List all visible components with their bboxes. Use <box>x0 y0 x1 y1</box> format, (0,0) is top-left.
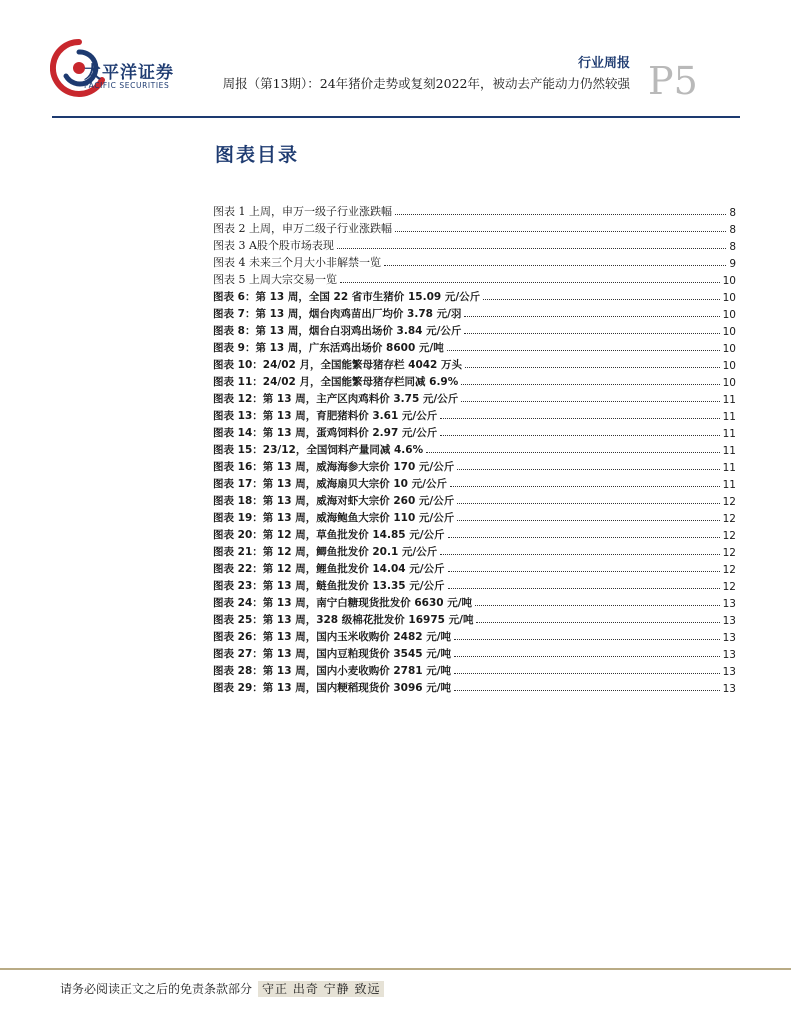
toc-entry[interactable] <box>213 287 736 304</box>
page-number-badge: P5 <box>648 59 698 103</box>
toc-entry[interactable] <box>213 610 736 627</box>
toc-leader-dots <box>448 588 720 589</box>
toc-entry[interactable] <box>213 355 736 372</box>
toc-entry[interactable] <box>213 457 736 474</box>
toc-entry-label: 图表 28：第 13 周，国内小麦收购价 2781 元/吨 <box>213 665 452 677</box>
toc-entry-page: 12 <box>722 547 736 559</box>
toc-entry[interactable] <box>213 474 736 491</box>
toc-entry-label: 图表 20：第 12 周，草鱼批发价 14.85 元/公斤 <box>213 529 445 541</box>
toc-entry-page: 12 <box>722 530 736 542</box>
toc-entry-page: 11 <box>722 411 736 423</box>
report-type: 行业周报 <box>577 56 630 71</box>
toc-entry-page: 11 <box>722 445 736 457</box>
toc-entry-label: 图表 1 上周，申万一级子行业涨跌幅 <box>213 205 392 218</box>
toc-entry-page: 10 <box>722 309 736 321</box>
toc-leader-dots <box>450 486 720 487</box>
toc-leader-dots <box>457 503 719 504</box>
toc-entry-label: 图表 6：第 13 周，全国 22 省市生猪价 15.09 元/公斤 <box>213 291 481 303</box>
toc-entry[interactable] <box>213 678 736 695</box>
toc-leader-dots <box>440 554 719 555</box>
toc-entry-page: 10 <box>722 326 736 338</box>
toc-entry[interactable] <box>213 219 736 236</box>
toc-entry-label: 图表 8：第 13 周，烟台白羽鸡出场价 3.84 元/公斤 <box>213 325 462 337</box>
toc-entry-page: 11 <box>722 394 736 406</box>
toc-leader-dots <box>476 622 719 623</box>
toc-leader-dots <box>454 690 720 691</box>
toc-leader-dots <box>426 452 720 453</box>
toc-entry-page: 10 <box>722 292 736 304</box>
toc-entry-page: 11 <box>722 462 736 474</box>
toc-leader-dots <box>448 537 720 538</box>
report-title: 周报（第13期）：24年猪价走势或复刻2022年，被动去产能动力仍然较强 <box>222 76 630 91</box>
toc-entry[interactable] <box>213 661 736 678</box>
toc-entry-label: 图表 17：第 13 周，威海扇贝大宗价 10 元/公斤 <box>213 478 447 490</box>
toc-entry[interactable] <box>213 253 736 270</box>
toc-entry-label: 图表 12：第 13 周，主产区肉鸡料价 3.75 元/公斤 <box>213 393 459 405</box>
toc-entry-label: 图表 25：第 13 周，328 级棉花批发价 16975 元/吨 <box>213 614 474 626</box>
toc-entry-label: 图表 16：第 13 周，威海海参大宗价 170 元/公斤 <box>213 461 455 473</box>
toc-entry[interactable] <box>213 644 736 661</box>
toc-entry[interactable] <box>213 270 736 287</box>
toc-leader-dots <box>440 435 719 436</box>
toc-entry-label: 图表 5 上周大宗交易一览 <box>213 273 337 286</box>
toc-leader-dots <box>461 384 719 385</box>
toc-entry-label: 图表 22：第 12 周，鲤鱼批发价 14.04 元/公斤 <box>213 563 445 575</box>
toc-entry-label: 图表 27：第 13 周，国内豆粕现货价 3545 元/吨 <box>213 648 452 660</box>
toc-entry-page: 11 <box>722 428 736 440</box>
toc-leader-dots <box>457 469 719 470</box>
footer-disclaimer: 请务必阅读正文之后的免责条款部分 <box>60 982 253 996</box>
toc-entry[interactable] <box>213 236 736 253</box>
toc-leader-dots <box>340 282 720 283</box>
toc-leader-dots <box>461 401 719 402</box>
toc-entry[interactable] <box>213 389 736 406</box>
toc-entry-label: 图表 3 A股个股市场表现 <box>213 239 334 252</box>
toc-entry-label: 图表 21：第 12 周，鲫鱼批发价 20.1 元/公斤 <box>213 546 438 558</box>
toc-entry[interactable] <box>213 423 736 440</box>
toc-leader-dots <box>448 571 720 572</box>
toc-entry[interactable] <box>213 202 736 219</box>
toc-entry-page: 10 <box>722 377 736 389</box>
toc-entry-label: 图表 7：第 13 周，烟台肉鸡苗出厂均价 3.78 元/羽 <box>213 308 462 320</box>
toc-entry-page: 12 <box>722 513 736 525</box>
toc-entry[interactable] <box>213 593 736 610</box>
toc-leader-dots <box>464 333 719 334</box>
toc-leader-dots <box>454 656 720 657</box>
toc-entry-page: 8 <box>729 224 736 236</box>
footer <box>60 980 384 997</box>
toc-leader-dots <box>465 367 720 368</box>
toc-entry-page: 10 <box>722 275 736 287</box>
toc-entry-page: 13 <box>722 666 736 678</box>
header-divider <box>52 116 740 118</box>
toc-entry[interactable] <box>213 321 736 338</box>
toc-entry-page: 13 <box>722 598 736 610</box>
toc-leader-dots <box>384 265 726 266</box>
toc-entry-label: 图表 18：第 13 周，威海对虾大宗价 260 元/公斤 <box>213 495 455 507</box>
toc-entry[interactable] <box>213 304 736 321</box>
toc-entry-label: 图表 19：第 13 周，威海鲍鱼大宗价 110 元/公斤 <box>213 512 455 524</box>
section-title: 图表目录 <box>215 144 300 166</box>
toc-entry[interactable] <box>213 406 736 423</box>
toc-entry-label: 图表 14：第 13 周，蛋鸡饲料价 2.97 元/公斤 <box>213 427 438 439</box>
footer-divider <box>0 968 791 970</box>
toc-entry-label: 图表 15：23/12，全国饲料产量同减 4.6% <box>213 444 424 456</box>
toc-entry-page: 10 <box>722 360 736 372</box>
toc-leader-dots <box>395 231 726 232</box>
toc-entry-page: 12 <box>722 581 736 593</box>
toc-entry-label: 图表 11：24/02 月，全国能繁母猪存栏同减 6.9% <box>213 376 459 388</box>
toc-entry-label: 图表 26：第 13 周，国内玉米收购价 2482 元/吨 <box>213 631 452 643</box>
toc-entry[interactable] <box>213 542 736 559</box>
toc-entry-page: 13 <box>722 615 736 627</box>
toc-entry-label: 图表 29：第 13 周，国内粳稻现货价 3096 元/吨 <box>213 682 452 694</box>
toc-entry[interactable] <box>213 576 736 593</box>
toc-leader-dots <box>447 350 720 351</box>
toc-entry[interactable] <box>213 525 736 542</box>
toc-entry-label: 图表 2 上周，申万二级子行业涨跌幅 <box>213 222 392 235</box>
toc-entry-page: 12 <box>722 564 736 576</box>
toc-entry-page: 8 <box>729 207 736 219</box>
toc-leader-dots <box>395 214 726 215</box>
toc-entry-page: 9 <box>729 258 736 270</box>
toc-entry[interactable] <box>213 491 736 508</box>
footer-motto: 守正 出奇 宁静 致远 <box>258 981 384 997</box>
toc-entry[interactable] <box>213 627 736 644</box>
toc-entry-page: 13 <box>722 683 736 695</box>
toc-entry-label: 图表 24：第 13 周，南宁白糖现货批发价 6630 元/吨 <box>213 597 473 609</box>
toc-entry[interactable] <box>213 338 736 355</box>
toc-leader-dots <box>457 520 719 521</box>
toc-leader-dots <box>454 639 720 640</box>
toc-leader-dots <box>454 673 720 674</box>
toc-entry-page: 11 <box>722 479 736 491</box>
toc-leader-dots <box>337 248 726 249</box>
toc-leader-dots <box>440 418 719 419</box>
logo-company-name-en: PACIFIC SECURITIES <box>84 81 170 90</box>
toc-entry-label: 图表 9：第 13 周，广东活鸡出场价 8600 元/吨 <box>213 342 444 354</box>
toc-entry[interactable] <box>213 372 736 389</box>
toc-entry-page: 12 <box>722 496 736 508</box>
toc-leader-dots <box>464 316 719 317</box>
logo-company-name: 太平洋证券 <box>84 63 174 83</box>
table-of-figures <box>213 202 736 695</box>
toc-entry[interactable] <box>213 440 736 457</box>
page-header <box>0 0 791 120</box>
toc-entry-page: 13 <box>722 632 736 644</box>
toc-entry[interactable] <box>213 559 736 576</box>
toc-entry-label: 图表 23：第 13 周，鲢鱼批发价 13.35 元/公斤 <box>213 580 445 592</box>
toc-entry-label: 图表 13：第 13 周，育肥猪料价 3.61 元/公斤 <box>213 410 438 422</box>
toc-leader-dots <box>483 299 719 300</box>
toc-entry-page: 8 <box>729 241 736 253</box>
toc-entry-page: 10 <box>722 343 736 355</box>
toc-entry-label: 图表 10：24/02 月，全国能繁母猪存栏 4042 万头 <box>213 359 463 371</box>
toc-entry-label: 图表 4 未来三个月大小非解禁一览 <box>213 256 381 269</box>
toc-leader-dots <box>475 605 720 606</box>
toc-entry-page: 13 <box>722 649 736 661</box>
toc-entry[interactable] <box>213 508 736 525</box>
